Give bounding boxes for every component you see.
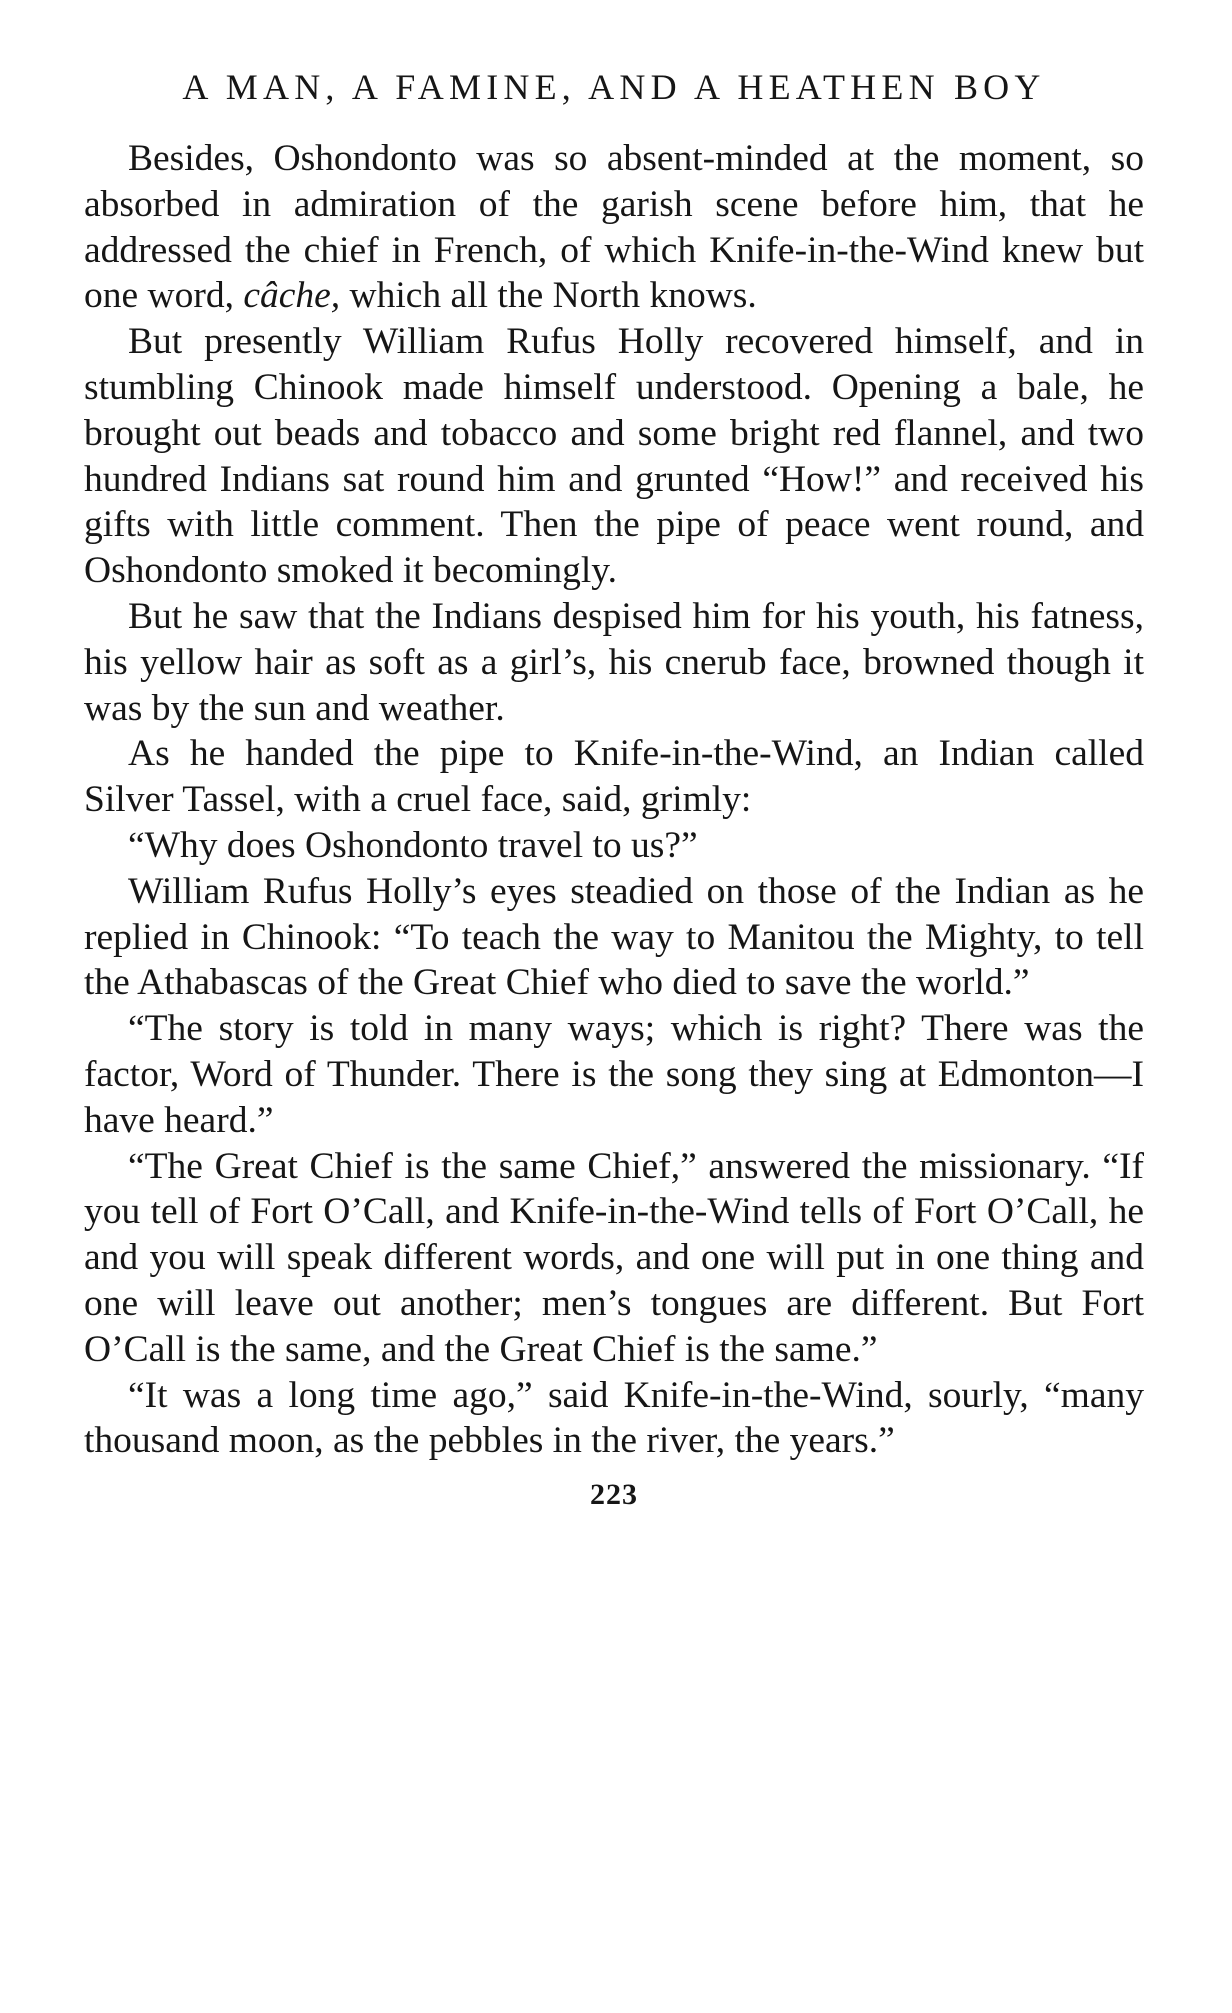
book-page [84, 60, 1144, 1512]
paragraph [84, 136, 1144, 319]
paragraph: But presently William Rufus Holly recovered himself, and in stumbling Chinook made himself understood. Opening a bale, he brought out beads and tobacco and some bright red flannel, and two hundred Indians sat round him and grunted “How!” and received his gifts with little comment. Then the pipe of peace went round, and Oshondonto smoked it becomingly. [84, 321, 1144, 592]
paragraph-text: Besides, Oshondonto was so absent-minded at the moment, so absorbed in admiration of the garish scene before him, that he addressed the chief in French, of which Knife-in-the-Wind knew but one word, [84, 138, 1144, 317]
paragraph: As he handed the pipe to Knife-in-the-Wind, an Indian called Silver Tassel, with a cruel face, said, grimly: [84, 733, 1144, 821]
running-head: A MAN, A FAMINE, AND A HEATHEN BOY [182, 67, 1046, 107]
paragraph: But he saw that the Indians despised him for his youth, his fatness, his yellow hair as soft as a girl’s, his cnerub face, browned though it was by the sun and weather. [84, 595, 1144, 729]
paragraph: William Rufus Holly’s eyes steadied on those of the Indian as he replied in Chinook: “To teach the way to Manitou the Mighty, to tell the Athabascas of the Great Chief who died to save the world.” [84, 870, 1144, 1004]
paragraph: “The Great Chief is the same Chief,” answered the missionary. “If you tell of Fort O’Call, and Knife-in-the-Wind tells of Fort O’Call, he and you will speak different words, and one will put in one thing and one will leave out another; men’s tongues are different. But Fort O’Call is the same, and the Great Chief is the same.” [84, 1145, 1144, 1370]
italic-word: câche, [243, 275, 341, 317]
paragraph: “The story is told in many ways; which is right? There was the factor, Word of Thunder. There is the song they sing at Edmonton—I have heard.” [84, 1008, 1144, 1141]
paragraph: “Why does Oshondonto travel to us?” [128, 824, 698, 866]
page-number: 223 [590, 1478, 638, 1512]
paragraph: “It was a long time ago,” said Knife-in-the-Wind, sourly, “many thousand moon, as the pebbles in the river, the years.” [84, 1374, 1144, 1462]
paragraph-text: which all the North knows. [340, 275, 757, 317]
